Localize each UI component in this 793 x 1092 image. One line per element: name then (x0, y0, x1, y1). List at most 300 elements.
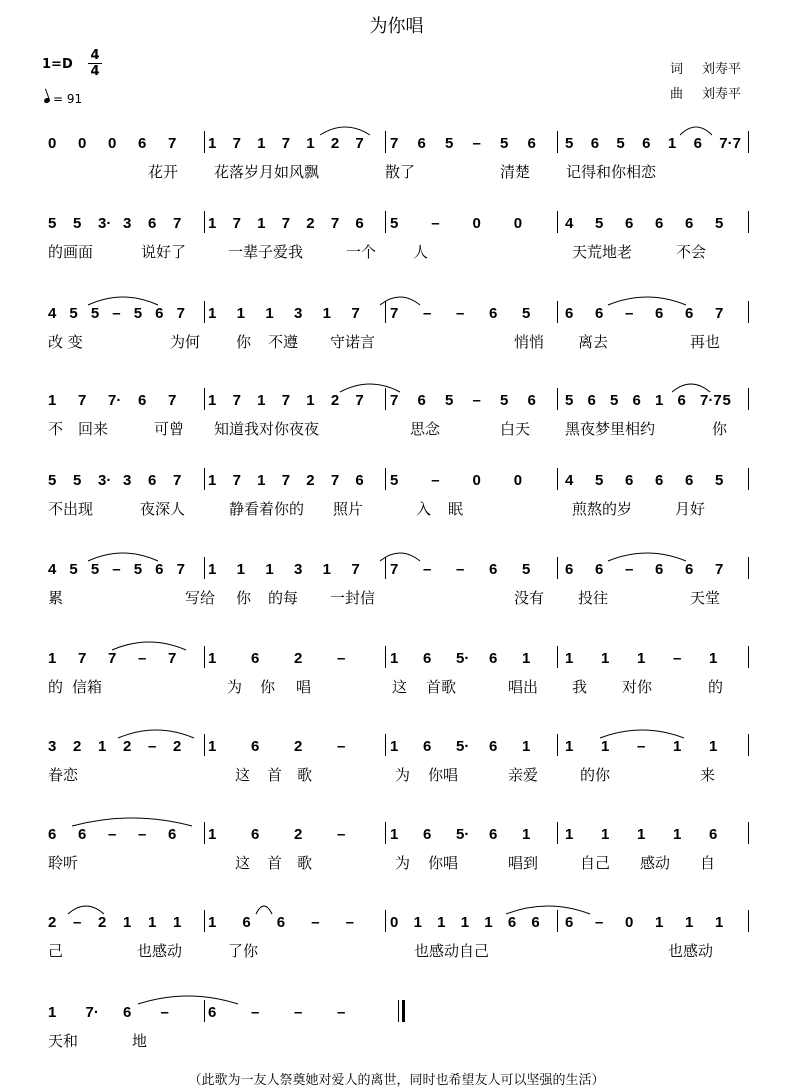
tie-layer (0, 722, 793, 742)
tie-arc (600, 730, 684, 738)
note: 1 (236, 305, 245, 322)
note: 5 (595, 472, 604, 489)
note: 1 (709, 738, 718, 755)
note: 7·7 (700, 392, 722, 409)
note: 1 (148, 914, 157, 931)
note: 1 (667, 135, 677, 152)
note: 1 (208, 135, 217, 152)
composer-label: 曲 (670, 87, 684, 102)
tempo-marking (44, 92, 82, 106)
note: 6 (423, 650, 432, 667)
note: 5 (69, 561, 78, 578)
note: 6 (565, 914, 574, 931)
lyric-word: 散了 (385, 163, 416, 181)
lyric-word: 为 (395, 766, 411, 784)
lyric-word: 唱到 (508, 854, 539, 872)
note: 6 (251, 826, 260, 843)
note: 6 (595, 305, 604, 322)
lyricist-label: 词 (670, 62, 684, 77)
note: 5 (90, 305, 100, 322)
note: 5 (522, 305, 531, 322)
note: 1 (437, 914, 446, 931)
lyric-word: 累 (48, 589, 64, 607)
note: 7 (281, 215, 291, 232)
note: – (472, 392, 481, 409)
lyric-word: 来 (700, 766, 716, 784)
note: 7 (168, 135, 177, 152)
note: 1 (685, 914, 694, 931)
note: 1 (673, 738, 682, 755)
note: 1 (208, 826, 217, 843)
note: 5 (90, 561, 100, 578)
note: 7 (351, 305, 360, 322)
tie-layer (0, 634, 793, 654)
lyric-word: 白天 (500, 420, 531, 438)
lyric-line (0, 331, 793, 351)
note: 4 (565, 472, 574, 489)
lyric-word: 你 (712, 420, 728, 438)
note: – (637, 738, 646, 755)
tie-arc (320, 127, 370, 135)
composer-credit (670, 83, 741, 102)
lyric-word: 一封信 (330, 589, 376, 607)
lyric-word: 的你 (580, 766, 611, 784)
note: 1 (257, 215, 266, 232)
note: 1 (637, 826, 646, 843)
note: 7·7 (719, 135, 741, 152)
note: 6 (251, 738, 260, 755)
note: 5 (390, 215, 399, 232)
note: 1 (208, 738, 217, 755)
note: 6 (155, 305, 164, 322)
note: 7 (78, 392, 87, 409)
lyric-word: 悄悄 (514, 333, 545, 351)
note: 1 (265, 561, 274, 578)
note: 1 (208, 392, 217, 409)
note: 1 (390, 738, 399, 755)
note: – (337, 1004, 346, 1021)
score-row (0, 305, 793, 365)
lyric-line (0, 764, 793, 784)
note: – (108, 826, 117, 843)
note: 7 (281, 392, 291, 409)
lyric-word: 歌 (297, 854, 313, 872)
note: 6 (489, 738, 498, 755)
note: 2 (73, 738, 82, 755)
note: 1 (306, 392, 315, 409)
tie-arc (88, 553, 158, 561)
lyric-word: 记得和你相恋 (566, 163, 657, 181)
note: 2 (306, 472, 315, 489)
note: 6 (148, 215, 157, 232)
lyric-word: 你 (236, 333, 252, 351)
note: 6 (565, 561, 574, 578)
note: 5 (73, 215, 82, 232)
note: 1 (390, 650, 399, 667)
lyric-word: 地 (132, 1032, 148, 1050)
note: 6 (355, 215, 364, 232)
lyric-word: 夜深人 (140, 500, 186, 518)
lyric-word: 聆听 (48, 854, 79, 872)
note: 1 (208, 472, 217, 489)
note: 2 (123, 738, 132, 755)
lyric-word: 首歌 (426, 678, 457, 696)
tie-arc (118, 730, 194, 738)
note: 6 (625, 215, 634, 232)
lyric-word: 黑夜梦里相约 (565, 420, 656, 438)
lyric-word: 对你 (622, 678, 653, 696)
note: 1 (709, 650, 718, 667)
lyricist-name: 刘寿平 (702, 62, 742, 77)
score-row (0, 561, 793, 621)
lyric-word: 己 (48, 942, 64, 960)
note: 6 (489, 305, 498, 322)
note: 6 (527, 135, 536, 152)
lyric-word: 不出现 (48, 500, 94, 518)
tie-layer (0, 289, 793, 309)
tie-layer (0, 545, 793, 565)
lyric-word: 人 (413, 243, 429, 261)
lyric-word: 入 (416, 500, 432, 518)
note: 6 (685, 561, 694, 578)
lyric-word: 花开 (148, 163, 179, 181)
note: 1 (306, 135, 315, 152)
note: 6 (417, 392, 426, 409)
note: 3 (123, 472, 132, 489)
note: 1 (48, 392, 57, 409)
time-numerator: 4 (90, 48, 100, 63)
lyric-word: 思念 (410, 420, 441, 438)
tie-layer (0, 456, 793, 476)
lyric-word: 清楚 (500, 163, 531, 181)
lyricist-credit (670, 58, 741, 77)
note: 5 (715, 472, 724, 489)
tie-arc (380, 553, 420, 561)
note: 1 (522, 650, 531, 667)
note: 6 (138, 392, 147, 409)
score-row (0, 472, 793, 532)
note: 1 (601, 738, 610, 755)
note: 7 (108, 650, 117, 667)
lyric-word: 改 变 (48, 333, 83, 351)
note: 5 (565, 392, 574, 409)
note: 6 (709, 826, 718, 843)
note: 5 (48, 215, 57, 232)
lyric-word: 不 (48, 420, 64, 438)
note: 6 (655, 215, 664, 232)
note: 6 (527, 392, 536, 409)
note: 7 (390, 135, 399, 152)
note: 5 (133, 561, 143, 578)
lyric-word: 回来 (78, 420, 109, 438)
note: 7 (390, 561, 399, 578)
lyric-line (0, 587, 793, 607)
lyric-word: 这 (392, 678, 408, 696)
note: – (673, 650, 682, 667)
tie-arc (88, 297, 158, 305)
score-row (0, 826, 793, 886)
tie-arc (506, 906, 590, 914)
note: – (423, 305, 432, 322)
note: 6 (531, 914, 540, 931)
score-row (0, 135, 793, 195)
note: 1 (322, 561, 331, 578)
score-row (0, 392, 793, 452)
note: – (456, 561, 465, 578)
score-row (0, 1004, 793, 1064)
lyric-word: 歌 (297, 766, 313, 784)
note: 7 (168, 650, 177, 667)
note: 6 (168, 826, 177, 843)
tie-arc (72, 818, 192, 826)
note: 5 (715, 215, 724, 232)
note: 7 (168, 392, 177, 409)
note: 6 (489, 561, 498, 578)
note: 5 (565, 135, 574, 152)
note: – (337, 738, 346, 755)
lyric-line (0, 1030, 793, 1050)
note: 0 (108, 135, 117, 152)
tie-layer (0, 376, 793, 396)
lyric-line (0, 940, 793, 960)
tempo-value: = 91 (53, 92, 83, 106)
lyric-word: 自己 (580, 854, 611, 872)
note: – (625, 305, 634, 322)
note: 2 (294, 826, 303, 843)
note: 6 (625, 472, 634, 489)
note: 1 (565, 738, 574, 755)
score-row (0, 738, 793, 798)
note: 6 (48, 826, 57, 843)
lyric-word: 你唱 (428, 854, 459, 872)
note: 7 (281, 472, 291, 489)
composer-name: 刘寿平 (702, 87, 742, 102)
lyric-word: 没有 (514, 589, 545, 607)
note: – (148, 738, 157, 755)
note: 6 (642, 135, 651, 152)
note: 6 (677, 392, 686, 409)
note: 3 (48, 738, 57, 755)
key-signature: 1=D (42, 57, 73, 72)
lyric-word: 天荒地老 (572, 243, 633, 261)
lyric-word: 这 (235, 854, 251, 872)
tie-layer (0, 199, 793, 219)
note: 6 (251, 650, 260, 667)
note: 6 (507, 914, 517, 931)
note: 7 (78, 650, 87, 667)
note: 0 (472, 472, 481, 489)
note: 1 (460, 914, 470, 931)
lyric-word: 眷恋 (48, 766, 79, 784)
note: 1 (673, 826, 682, 843)
note: – (456, 305, 465, 322)
lyric-line (0, 676, 793, 696)
note: 6 (355, 472, 364, 489)
lyric-line (0, 498, 793, 518)
tie-arc (256, 906, 272, 914)
tie-arc (68, 906, 104, 914)
lyric-word: 的画面 (48, 243, 94, 261)
note: – (472, 135, 481, 152)
note: – (112, 561, 121, 578)
lyric-word: 静看着你的 (229, 500, 305, 518)
note: 2 (98, 914, 107, 931)
note: 6 (565, 305, 574, 322)
tie-arc (672, 384, 710, 392)
note: – (595, 914, 604, 931)
note: 6 (417, 135, 426, 152)
note: 6 (123, 1004, 132, 1021)
note: 3· (98, 472, 112, 489)
lyric-word: 我 (572, 678, 588, 696)
note: 6 (155, 561, 164, 578)
note: 0 (513, 215, 523, 232)
note: 0 (472, 215, 481, 232)
note: 3 (294, 305, 303, 322)
lyric-word: 月好 (675, 500, 706, 518)
note: 6 (685, 472, 694, 489)
note: 1 (208, 914, 217, 931)
note: 1 (98, 738, 107, 755)
note: – (160, 1004, 169, 1021)
note: 1 (522, 826, 531, 843)
note: – (337, 826, 346, 843)
note: 6 (655, 561, 664, 578)
tie-layer (0, 119, 793, 139)
note: – (625, 561, 634, 578)
tie-layer (0, 988, 793, 1008)
note: 5 (500, 135, 509, 152)
note: – (251, 1004, 260, 1021)
lyric-line (0, 418, 793, 438)
note: 6 (208, 1004, 217, 1021)
note: 6 (242, 914, 251, 931)
note: 5 (595, 215, 604, 232)
note: 2 (306, 215, 315, 232)
note: 0 (390, 914, 399, 931)
note: 1 (123, 914, 132, 931)
note: 7 (232, 135, 241, 152)
note: 1 (236, 561, 245, 578)
note: 7 (715, 305, 724, 322)
note: 2 (330, 392, 340, 409)
note: 2 (173, 738, 182, 755)
lyric-word: 再也 (690, 333, 721, 351)
note: 5 (133, 305, 143, 322)
note: 6 (276, 914, 286, 931)
note: 5 (616, 135, 625, 152)
note: 6 (423, 738, 432, 755)
note: 5 (445, 135, 454, 152)
lyric-word: 不遵 (268, 333, 299, 351)
note: – (337, 650, 346, 667)
note: 3· (98, 215, 112, 232)
tie-layer (0, 810, 793, 830)
note: – (423, 561, 432, 578)
note: 1 (208, 561, 217, 578)
note: 1 (48, 1004, 57, 1021)
lyric-word: 了你 (228, 942, 259, 960)
note: 7 (330, 472, 340, 489)
note: 5 (445, 392, 454, 409)
note: – (345, 914, 354, 931)
lyric-word: 可曾 (154, 420, 185, 438)
note: 1 (257, 392, 266, 409)
note: 1 (257, 472, 266, 489)
lyric-word: 首 (267, 766, 283, 784)
note: 6 (489, 826, 498, 843)
lyric-word: 不会 (676, 243, 707, 261)
tie-arc (608, 297, 686, 305)
note: 7 (715, 561, 724, 578)
lyric-word: 感动 (640, 854, 671, 872)
note: – (294, 1004, 303, 1021)
time-denominator: 4 (90, 64, 100, 79)
note: – (73, 914, 82, 931)
lyric-word: 也感动 (137, 942, 183, 960)
note: 3 (294, 561, 303, 578)
score-row (0, 215, 793, 275)
note: 5 (522, 561, 531, 578)
lyric-word: 照片 (333, 500, 364, 518)
note: 7 (351, 561, 360, 578)
tie-arc (340, 384, 400, 392)
lyric-word: 唱 (296, 678, 312, 696)
tie-arc (380, 297, 420, 305)
note: 6 (693, 135, 702, 152)
lyric-word: 也感动自己 (414, 942, 490, 960)
tie-arc (680, 127, 712, 135)
lyric-word: 你 (236, 589, 252, 607)
note: 6 (148, 472, 157, 489)
note: 5 (722, 392, 731, 409)
note: 1 (390, 826, 399, 843)
quarter-note-icon (43, 97, 50, 104)
lyric-word: 投往 (578, 589, 609, 607)
note: 4 (565, 215, 574, 232)
lyric-word: 首 (267, 854, 283, 872)
note: 1 (715, 914, 724, 931)
note: 6 (590, 135, 600, 152)
lyric-word: 也感动 (668, 942, 714, 960)
lyric-word: 为 (227, 678, 243, 696)
note: 6 (138, 135, 147, 152)
lyric-word: 亲爱 (508, 766, 539, 784)
lyric-word: 花落岁月如风飘 (214, 163, 320, 181)
note: 1 (601, 650, 610, 667)
note: 7 (355, 392, 364, 409)
lyric-word: 眠 (448, 500, 464, 518)
lyric-word: 自 (700, 854, 716, 872)
note: 1 (208, 650, 217, 667)
note: 7 (173, 215, 182, 232)
note: 1 (208, 305, 217, 322)
lyric-word: 一个 (346, 243, 377, 261)
note: – (112, 305, 121, 322)
note: 7· (108, 392, 122, 409)
note: – (138, 826, 147, 843)
note: 7 (176, 561, 185, 578)
note: 4 (48, 561, 57, 578)
lyric-word: 你唱 (428, 766, 459, 784)
note: 1 (655, 392, 664, 409)
lyric-word: 说好了 (141, 243, 187, 261)
score-row (0, 650, 793, 710)
note: 6 (655, 305, 664, 322)
lyric-word: 煎熬的岁 (572, 500, 633, 518)
note: 1 (565, 826, 574, 843)
note: 1 (565, 650, 574, 667)
